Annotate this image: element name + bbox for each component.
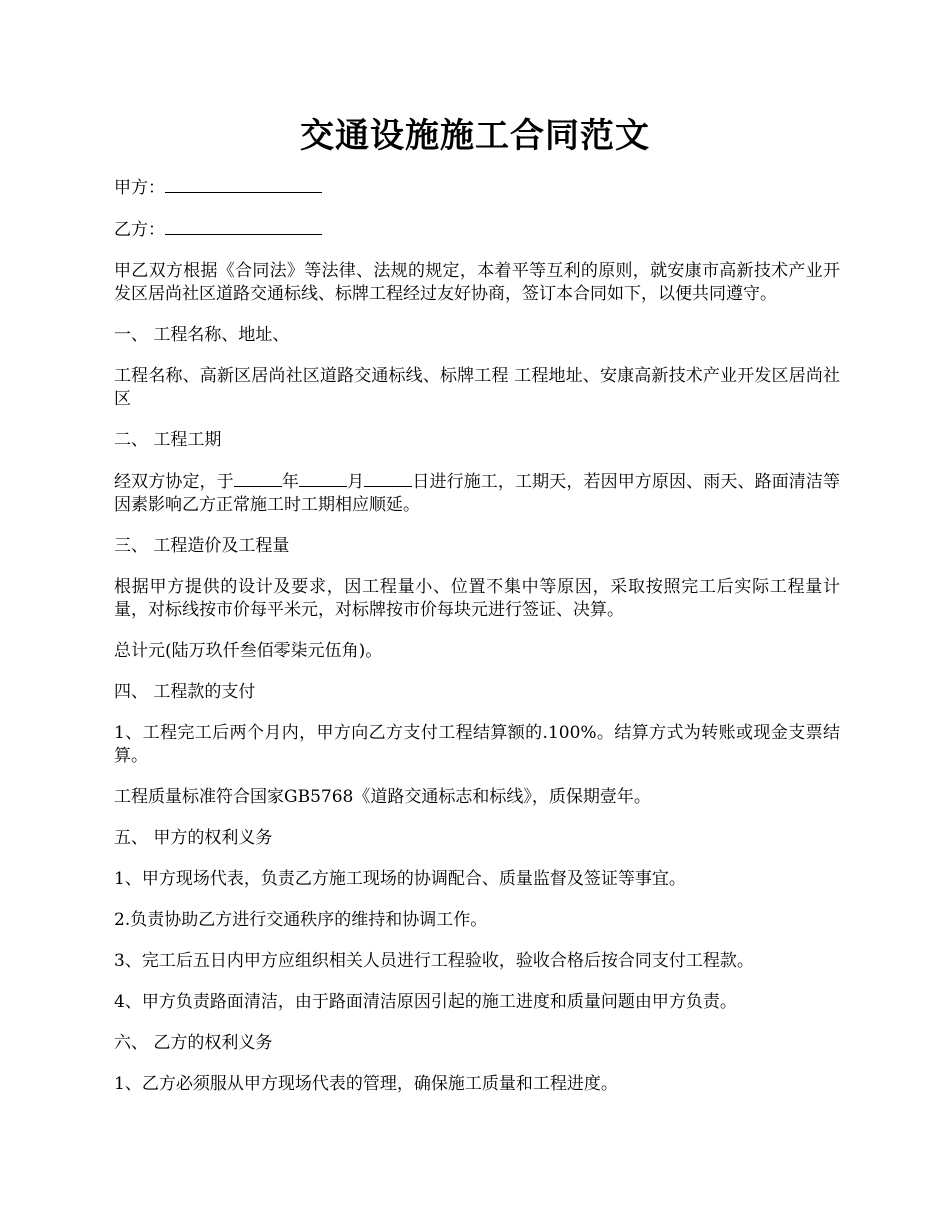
party-a-blank bbox=[165, 176, 322, 193]
section-5-item: 1、甲方现场代表，负责乙方施工现场的协调配合、质量监督及签证等事宜。 bbox=[114, 869, 686, 889]
section-4-paragraph-2: 工程质量标准符合国家GB5768《道路交通标志和标线》，质保期壹年。 bbox=[114, 787, 651, 807]
s2-part4: 日进行施工，工期天，若因甲方原因、雨天、路面清洁等因素影响乙方正常施工时工期相应顺延。 bbox=[114, 472, 841, 515]
section-5-item: 3、完工后五日内甲方应组织相关人员进行工程验收，验收合格后按合同支付工程款。 bbox=[114, 951, 754, 971]
party-a-line bbox=[114, 176, 840, 200]
party-b-label: 乙方： bbox=[114, 220, 165, 240]
month-blank bbox=[299, 470, 347, 487]
section-5-heading: 五、 甲方的权利义务 bbox=[114, 828, 273, 848]
section-3-total: 总计元(陆万玖仟叁佰零柒元伍角)。 bbox=[114, 641, 383, 661]
year-blank bbox=[234, 470, 282, 487]
section-5-item: 2.负责协助乙方进行交通秩序的维持和协调工作。 bbox=[114, 910, 488, 930]
document-body bbox=[114, 176, 840, 1114]
day-blank bbox=[364, 470, 412, 487]
party-b-line bbox=[114, 218, 840, 242]
s2-part3: 月 bbox=[347, 472, 365, 492]
document-title: 交通设施施工合同范文 bbox=[300, 116, 650, 156]
section-4-heading: 四、 工程款的支付 bbox=[114, 682, 256, 702]
section-6-item: 1、乙方必须服从甲方现场代表的管理，确保施工质量和工程进度。 bbox=[114, 1074, 618, 1094]
section-6-heading: 六、 乙方的权利义务 bbox=[114, 1033, 273, 1053]
party-b-blank bbox=[165, 218, 322, 235]
s2-part2: 年 bbox=[281, 472, 300, 492]
section-1-text: 工程名称、高新区居尚社区道路交通标线、标牌工程 工程地址、安康高新技术产业开发区居尚社区 bbox=[114, 366, 840, 409]
section-1-heading: 一、 工程名称、地址、 bbox=[114, 325, 290, 345]
section-2-text bbox=[114, 470, 840, 517]
section-3-heading: 三、 工程造价及工程量 bbox=[114, 536, 290, 556]
section-5-item: 4、甲方负责路面清洁，由于路面清洁原因引起的施工进度和质量问题由甲方负责。 bbox=[114, 992, 737, 1012]
intro-paragraph: 甲乙双方根据《合同法》等法律、法规的规定，本着平等互利的原则，就安康市高新技术产业开发区居尚社区道路交通标线、标牌工程经过友好协商，签订本合同如下，以便共同遵守。 bbox=[114, 261, 840, 304]
section-4-paragraph-1: 1、工程完工后两个月内，甲方向乙方支付工程结算额的.100%。结算方式为转账或现金支票结算。 bbox=[114, 723, 840, 766]
section-2-heading: 二、 工程工期 bbox=[114, 430, 222, 450]
section-3-text: 根据甲方提供的设计及要求，因工程量小、位置不集中等原因，采取按照完工后实际工程量计量，对标线按市价每平米元，对标牌按市价每块元进行签证、决算。 bbox=[114, 577, 840, 620]
party-a-label: 甲方： bbox=[114, 178, 165, 198]
s2-part1: 经双方协定，于 bbox=[114, 472, 234, 492]
